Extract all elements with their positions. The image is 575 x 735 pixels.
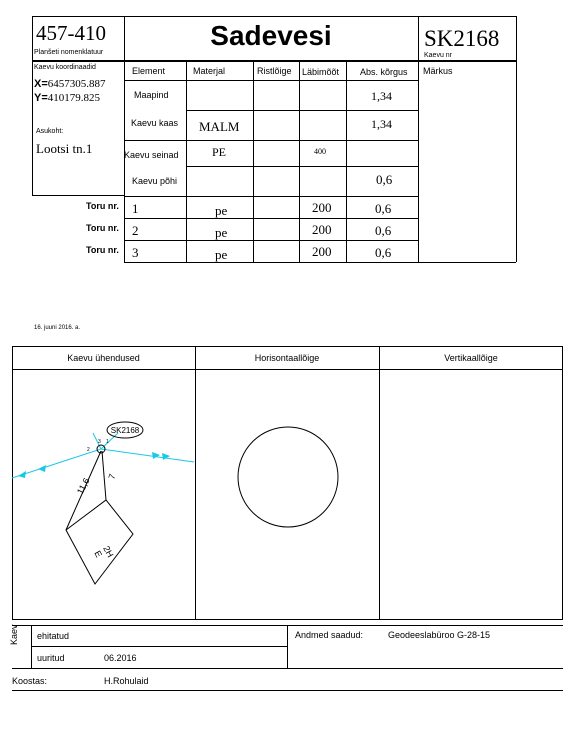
col-divider-7 xyxy=(418,16,419,262)
connections-sketch xyxy=(12,370,195,620)
section-title-connections: Kaevu ühendused xyxy=(67,353,140,363)
pipe-material: pe xyxy=(215,225,228,240)
location-caption: Asukoht: xyxy=(36,128,64,135)
header-diameter: Läbimõõt xyxy=(302,67,340,77)
pipe-label: Toru nr. xyxy=(86,201,119,211)
footer-source-label: Andmed saadud: xyxy=(295,630,364,640)
section-divider-2 xyxy=(379,346,380,620)
pipe-number: 3 xyxy=(132,245,139,260)
pipe-material: pe xyxy=(215,203,228,218)
pipe-number: 2 xyxy=(132,223,139,238)
row-elevation: 1,34 xyxy=(371,117,392,131)
pipe-material: pe xyxy=(215,247,228,262)
row-line-7 xyxy=(124,262,516,263)
dimension-label-2: 7 xyxy=(106,472,118,481)
left-border xyxy=(32,16,33,195)
header-elevation: Abs. kõrgus xyxy=(360,67,408,77)
location-value: Lootsi tn.1 xyxy=(36,141,93,156)
footer-mid-line xyxy=(31,646,287,647)
pipe-number: 1 xyxy=(106,439,109,445)
row-element: Kaevu kaas xyxy=(131,118,179,128)
pipe-diameter: 200 xyxy=(312,244,332,259)
sheet-number: 457-410 xyxy=(36,21,106,45)
header-material: Materjal xyxy=(193,66,226,76)
row-elevation: 1,34 xyxy=(371,89,392,103)
footer-divider-2 xyxy=(287,625,288,668)
row-material: MALM xyxy=(199,119,240,134)
col-divider-4 xyxy=(299,62,300,262)
y-coordinate: Y=410179.825 xyxy=(34,92,101,104)
arrow-2 xyxy=(38,465,46,472)
pipe-number: 2 xyxy=(87,447,90,453)
footer-surveyed-date: 06.2016 xyxy=(104,653,137,663)
arrow-1 xyxy=(18,471,26,478)
col-divider-5 xyxy=(346,62,347,262)
footer-side-label: Kaev xyxy=(9,624,19,645)
document-date: 16. juuni 2016. a. xyxy=(34,325,81,331)
row-elevation: 0,6 xyxy=(376,172,393,187)
well-id-caption: Kaevu nr xyxy=(424,52,453,59)
well-id: SK2168 xyxy=(424,26,500,51)
col-divider-3 xyxy=(253,62,254,262)
coords-caption: Kaevu koordinaadid xyxy=(34,64,96,71)
section-title-vertical: Vertikaallõige xyxy=(444,353,498,363)
footer-author-label: Koostas: xyxy=(12,676,48,686)
row-line-6 xyxy=(124,240,418,241)
section-title-horizontal: Horisontaallõige xyxy=(254,353,320,363)
dimension-line-2 xyxy=(102,451,106,500)
footer-bottom-line xyxy=(12,668,563,669)
row-element: Kaevu põhi xyxy=(132,176,178,186)
row-diameter: 400 xyxy=(314,147,326,156)
well-cross-section-circle xyxy=(238,427,338,527)
col-divider-1 xyxy=(124,16,125,262)
footer-source-value: Geodeeslabüroo G-28-15 xyxy=(388,630,491,640)
footer-last-line xyxy=(12,690,563,691)
building-label xyxy=(92,544,116,566)
building-label-line-1: 2H xyxy=(101,544,116,560)
row-line-4 xyxy=(124,196,418,197)
row-line-3 xyxy=(186,166,418,167)
pipe-elevation: 0,6 xyxy=(375,201,392,216)
pipe-line-2 xyxy=(101,449,194,462)
header-divider xyxy=(32,60,516,62)
row-material: PE xyxy=(212,145,227,159)
pipe-elevation: 0,6 xyxy=(375,245,392,260)
row-line-5 xyxy=(124,218,418,219)
header-element: Element xyxy=(132,66,166,76)
right-border xyxy=(516,16,517,262)
header-cross: Ristlõige xyxy=(257,66,292,76)
horizontal-section-drawing xyxy=(196,370,379,620)
x-coordinate: X=6457305.887 xyxy=(34,78,106,90)
row-line-2 xyxy=(124,140,418,141)
building-outline xyxy=(66,500,133,584)
top-border xyxy=(32,16,516,17)
coords-bottom xyxy=(32,195,124,196)
pipe-number: 3 xyxy=(98,439,101,445)
footer-built-label: ehitatud xyxy=(37,631,70,641)
footer-author-value: H.Rohulaid xyxy=(104,676,149,686)
footer-surveyed-label: uuritud xyxy=(37,653,65,663)
dimension-label-1: 11,6 xyxy=(74,476,92,496)
sheet-caption: Planšeti nomenklatuur xyxy=(34,49,104,56)
pipe-diameter: 200 xyxy=(312,200,332,215)
header-note: Märkus xyxy=(423,66,453,76)
pipe-diameter: 200 xyxy=(312,222,332,237)
row-element: Kaevu seinad xyxy=(124,150,179,160)
pipe-label: Toru nr. xyxy=(86,245,119,255)
col-divider-2 xyxy=(186,62,187,262)
pipe-label: Toru nr. xyxy=(86,223,119,233)
page-title: Sadevesi xyxy=(210,20,332,51)
row-element: Maapind xyxy=(134,90,169,100)
row-line-1 xyxy=(186,110,418,111)
pipe-elevation: 0,6 xyxy=(375,223,392,238)
well-tag: SK2168 xyxy=(110,426,140,435)
building-label-line-2: E xyxy=(92,548,105,559)
arrow-3 xyxy=(152,452,160,459)
pipe-number: 1 xyxy=(132,201,139,216)
row-line-0 xyxy=(124,80,418,81)
